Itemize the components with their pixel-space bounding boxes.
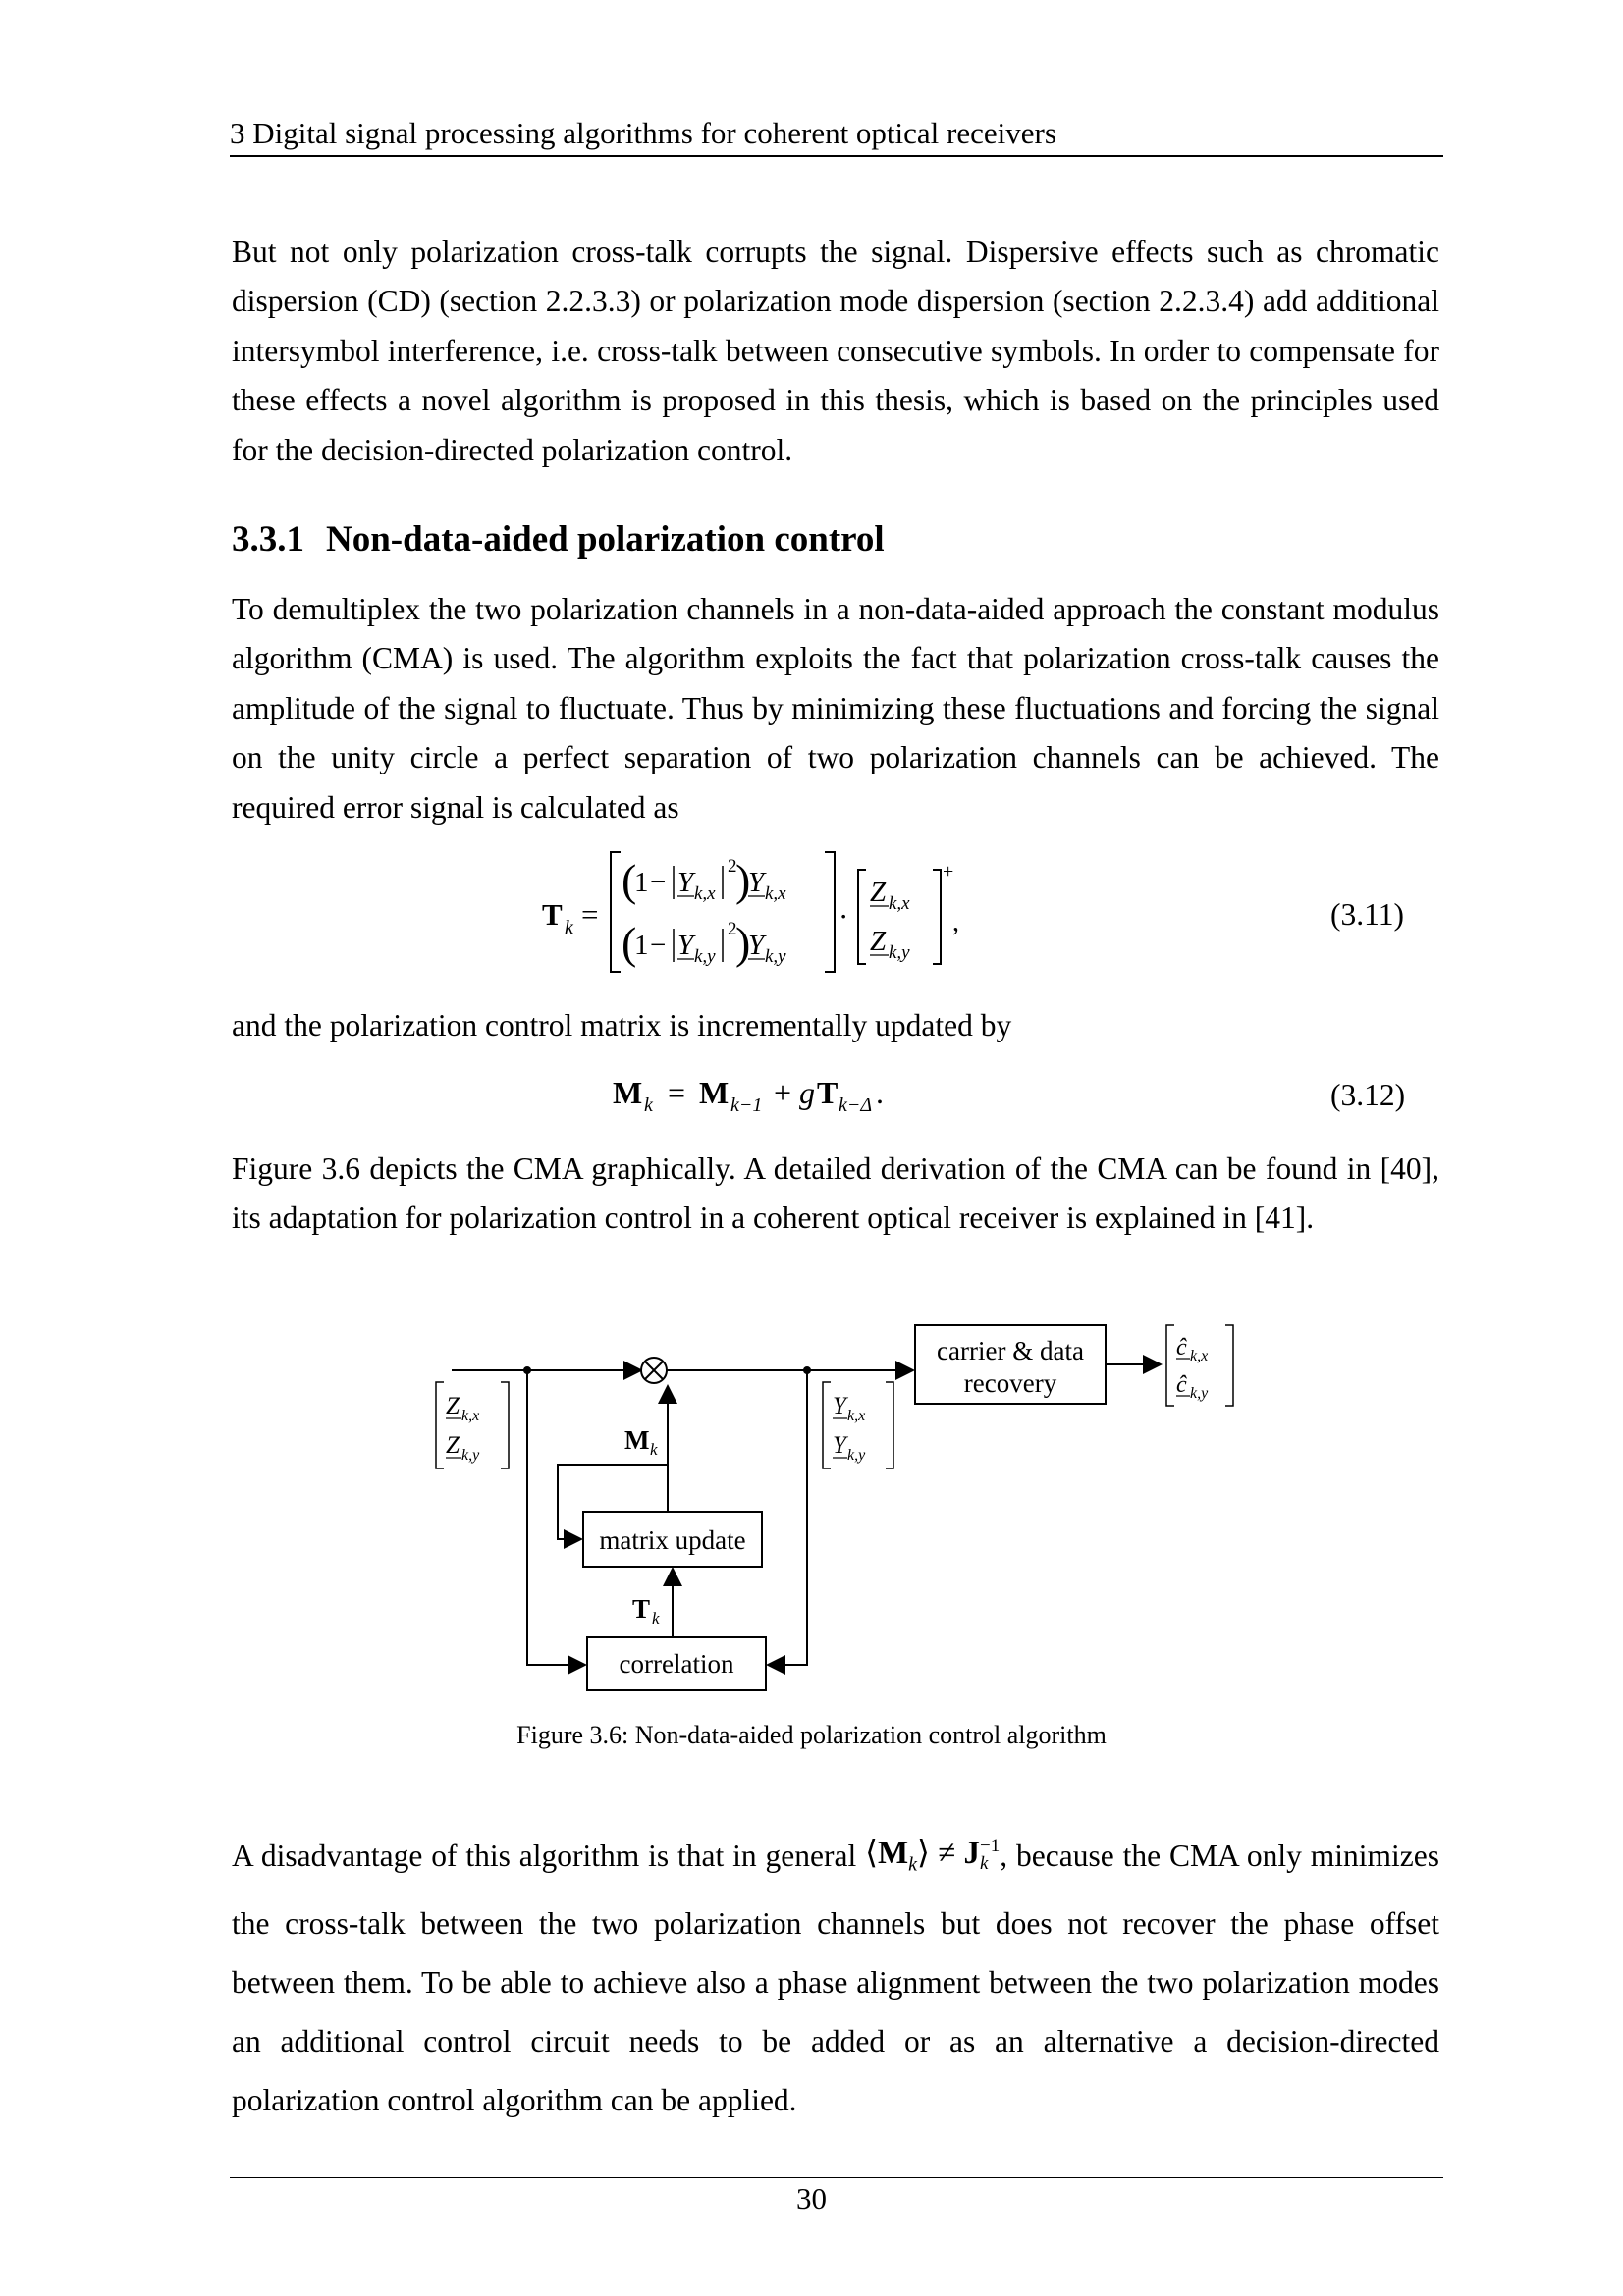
fig-Z-1: Z — [446, 1393, 460, 1419]
math-M-sub: k — [908, 1853, 918, 1876]
page-number: 30 — [796, 2181, 827, 2216]
fig-Z-sub-x: k,x — [461, 1408, 480, 1424]
eq1-equals: = — [581, 897, 599, 932]
fig-Y-sub-x: k,x — [847, 1408, 866, 1424]
eq1-Y-2: Y — [677, 930, 694, 961]
fig-c-sub-y: k,y — [1190, 1385, 1209, 1402]
eq1-Z-2: Z — [870, 926, 887, 957]
paragraph-disadvantage-before: A disadvantage of this algorithm is that in general — [232, 1839, 857, 1874]
fig-Y-bracket-left — [823, 1382, 831, 1468]
paragraph-disadvantage — [232, 1824, 1439, 2130]
section-title: Non-data-aided polarization control — [326, 519, 885, 560]
eq1-paren-open-1: ( — [622, 855, 637, 905]
fig-c-sub-x: k,x — [1190, 1348, 1209, 1364]
fig-M-sub: k — [650, 1440, 658, 1459]
math-angle-open: ⟨ — [865, 1836, 878, 1871]
fig-c-hat-1: ĉ — [1176, 1335, 1187, 1361]
eq1-sub-ky-2b: k,y — [765, 946, 786, 967]
fig-matrix-update-label: matrix update — [599, 1525, 746, 1555]
eq1-Y-1b: Y — [748, 867, 765, 898]
eq2-T: T — [817, 1075, 839, 1110]
eq1-plus-sup: + — [943, 861, 954, 882]
eq1-one-1: 1 — [634, 867, 649, 898]
eq1-paren-open-2: ( — [622, 918, 637, 968]
fig-T-sub: k — [652, 1609, 660, 1628]
fig-Y-sub-y: k,y — [847, 1447, 866, 1464]
eq1-Z-bracket-left — [858, 870, 866, 964]
fig-Z-sub-y: k,y — [461, 1447, 480, 1464]
eq1-Z-sub-kx: k,x — [889, 893, 910, 914]
math-neq: ≠ — [938, 1836, 956, 1871]
eq2-M-prev: M — [699, 1075, 730, 1110]
eq1-one-2: 1 — [634, 930, 649, 961]
equation-3-11 — [530, 842, 962, 982]
fig-carrier-line1: carrier & data — [937, 1336, 1084, 1365]
eq1-Y-2b: Y — [748, 930, 765, 961]
fig-Z-2: Z — [446, 1432, 460, 1459]
eq1-Z-bracket-right — [933, 870, 941, 964]
section-number: 3.3.1 — [232, 519, 304, 560]
math-J-sup: −1 — [980, 1836, 1001, 1857]
math-J-sub: k — [980, 1853, 989, 1875]
section-heading — [232, 515, 885, 564]
fig-Y-bracket-right — [886, 1382, 893, 1468]
fig-M-label: M — [624, 1425, 650, 1455]
eq1-comma: , — [952, 907, 959, 937]
fig-Z-bracket-left — [436, 1382, 444, 1468]
inline-math-expression — [865, 1824, 1000, 1895]
fig-c-hat-2: ĉ — [1176, 1372, 1187, 1398]
running-header: 3 Digital signal processing algorithms for coherent optical receivers — [230, 114, 1443, 157]
eq1-minus-1: − — [650, 867, 667, 898]
fig-output-to-correlation — [768, 1370, 807, 1665]
eq2-M: M — [613, 1075, 643, 1110]
math-M: M — [877, 1836, 909, 1871]
eq2-plus: + — [774, 1075, 792, 1110]
fig-c-bracket-right — [1225, 1325, 1233, 1406]
eq1-minus-2: − — [650, 930, 667, 961]
eq1-paren-close-1: ) — [735, 855, 751, 905]
paragraph-figure-ref: Figure 3.6 depicts the CMA graphically. A detailed derivation of the CMA can be found in [40], its adaptation for polarization control in a coherent optical receiver is explained in [41]. — [232, 1151, 1439, 1236]
figure-caption: Figure 3.6: Non-data-aided polarization control algorithm — [516, 1721, 1107, 1749]
eq1-sq-2: 2 — [728, 919, 737, 939]
fig-correlation-label: correlation — [619, 1649, 734, 1679]
paragraph-disadvantage-after: , because the CMA only minimizes the cross-talk between the two polarization channels but does not recover the phase offset between them. To be able to achieve also a phase alignment between the two polarization modes an additional control circuit needs to be added or as an alternative a decision-directed polarization control algorithm can be applied. — [232, 1839, 1439, 2117]
eq1-dot: · — [839, 899, 849, 934]
eq2-M-sub: k — [644, 1095, 653, 1116]
eq1-sub-ky-2: k,y — [694, 946, 716, 967]
eq2-period: . — [876, 1075, 884, 1110]
eq1-Z-1: Z — [870, 877, 887, 908]
eq2-M-prev-sub: k−1 — [730, 1095, 763, 1116]
paragraph-update-intro: and the polarization control matrix is incrementally updated by — [232, 1008, 1012, 1042]
fig-Y-1: Y — [833, 1393, 846, 1419]
eq1-sub-kx-1: k,x — [694, 883, 716, 904]
math-J: J — [963, 1836, 981, 1871]
eq1-Z-sub-ky: k,y — [889, 942, 910, 963]
figure-3-6-diagram — [422, 1306, 1247, 1698]
eq1-sq-1: 2 — [728, 856, 737, 877]
eq1-paren-close-2: ) — [735, 918, 751, 968]
eq2-T-sub: k−Δ — [839, 1095, 873, 1116]
equation-number-3-12: (3.12) — [1330, 1078, 1406, 1112]
eq1-T-sub: k — [565, 917, 573, 938]
eq2-g: g — [799, 1075, 815, 1110]
fig-Y-2: Y — [833, 1432, 846, 1459]
eq1-T: T — [542, 897, 563, 932]
eq1-outer-bracket-left — [611, 852, 621, 972]
eq1-Y-1: Y — [677, 867, 694, 898]
fig-T-label: T — [632, 1594, 651, 1624]
footer-rule — [230, 2177, 1443, 2178]
paragraph-cma-intro: To demultiplex the two polarization channels in a non-data-aided approach the constant modulus algorithm (CMA) is used. The algorithm exploits the fact that polarization cross-talk causes the amplitude of the signal to fluctuate. Thus by minimizing these fluctuations and forcing the signal on the unity circle a perfect separation of two polarization channels can be achieved. The required error signal is calculated as — [232, 592, 1439, 825]
fig-input-to-correlation — [527, 1370, 585, 1665]
paragraph-dispersion: But not only polarization cross-talk corrupts the signal. Dispersive effects such as chromatic dispersion (CD) (section 2.2.3.3) or polarization mode dispersion (section 2.2.3.4) add additional intersymbol interference, i.e. cross-talk between consecutive symbols. In order to compensate for these effects a novel algorithm is proposed in this thesis, which is based on the principles used for the decision-directed polarization control. — [232, 235, 1439, 467]
eq1-outer-bracket-right — [825, 852, 835, 972]
math-angle-close: ⟩ — [917, 1836, 930, 1871]
fig-Z-bracket-right — [501, 1382, 509, 1468]
eq1-sub-kx-1b: k,x — [765, 883, 786, 904]
fig-carrier-line2: recovery — [963, 1368, 1057, 1398]
fig-c-bracket-left — [1166, 1325, 1174, 1406]
eq2-equals: = — [668, 1075, 686, 1110]
equation-number-3-11: (3.11) — [1330, 897, 1404, 932]
equation-3-12 — [609, 1068, 903, 1123]
